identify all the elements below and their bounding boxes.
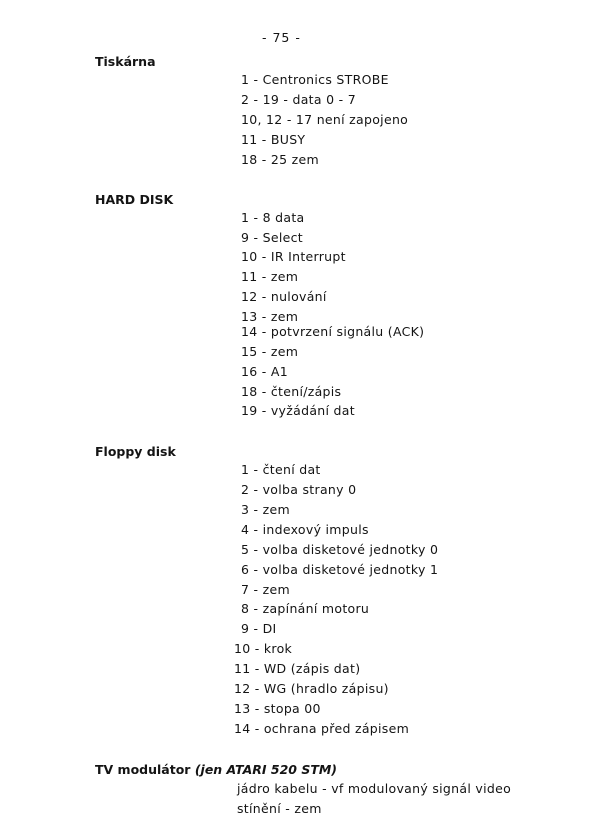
list-item: 10 - krok xyxy=(234,641,293,656)
list-item: 14 - potvrzení signálu (ACK) xyxy=(241,324,425,339)
list-item: 1 - Centronics STROBE xyxy=(241,72,389,87)
list-item: 14 - ochrana před zápisem xyxy=(234,721,410,736)
list-item: 19 - vyžádání dat xyxy=(241,403,355,418)
list-item: stínění - zem xyxy=(237,801,322,816)
list-item: 2 - 19 - data 0 - 7 xyxy=(241,92,356,107)
list-item: 15 - zem xyxy=(241,344,299,359)
tv-modulator-note: (jen ATARI 520 STM) xyxy=(194,762,338,777)
page-number: - 75 - xyxy=(262,30,301,45)
list-item: 18 - čtení/zápis xyxy=(241,384,342,399)
list-item: 9 - Select xyxy=(241,230,303,245)
list-item: 13 - zem xyxy=(241,309,299,324)
list-item: jádro kabelu - vf modulovaný signál video xyxy=(237,781,512,796)
tv-modulator-title-text: TV modulátor xyxy=(95,762,191,777)
list-item: 1 - čtení dat xyxy=(241,462,321,477)
list-item: 8 - zapínání motoru xyxy=(241,601,370,616)
list-item: 3 - zem xyxy=(241,502,290,517)
section-tv-modulator-title xyxy=(95,762,337,777)
list-item: 11 - BUSY xyxy=(241,132,306,147)
section-hard-disk-title: HARD DISK xyxy=(95,192,174,207)
list-item: 16 - A1 xyxy=(241,364,288,379)
section-printer-title: Tiskárna xyxy=(95,54,156,69)
list-item: 9 - DI xyxy=(241,621,277,636)
list-item: 11 - zem xyxy=(241,269,299,284)
list-item: 2 - volba strany 0 xyxy=(241,482,357,497)
list-item: 6 - volba disketové jednotky 1 xyxy=(241,562,439,577)
list-item: 7 - zem xyxy=(241,582,290,597)
list-item: 12 - nulování xyxy=(241,289,327,304)
list-item: 10 - IR Interrupt xyxy=(241,249,346,264)
list-item: 1 - 8 data xyxy=(241,210,305,225)
list-item: 11 - WD (zápis dat) xyxy=(234,661,361,676)
list-item: 10, 12 - 17 není zapojeno xyxy=(241,112,409,127)
list-item: 4 - indexový impuls xyxy=(241,522,369,537)
list-item: 18 - 25 zem xyxy=(241,152,319,167)
list-item: 5 - volba disketové jednotky 0 xyxy=(241,542,439,557)
section-floppy-title: Floppy disk xyxy=(95,444,176,459)
list-item: 12 - WG (hradlo zápisu) xyxy=(234,681,389,696)
list-item: 13 - stopa 00 xyxy=(234,701,321,716)
